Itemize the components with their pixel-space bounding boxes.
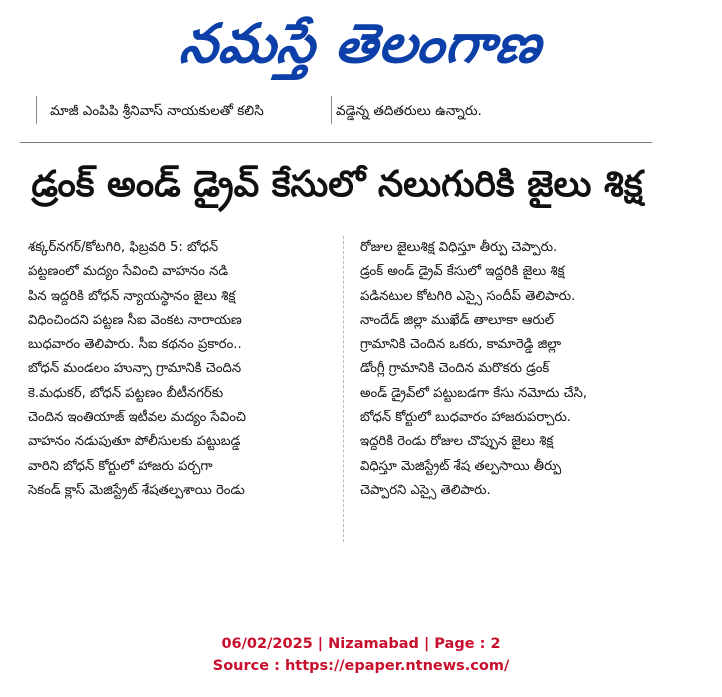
article-line: శక్కర్‌నగర్/కోటగిరి, ఫిబ్రవరి 5: బోధన్ bbox=[28, 240, 219, 255]
article-line: సెకండ్ క్లాస్ మెజిస్ట్రేట్ శేషతల్పశాయి రెండు bbox=[28, 482, 245, 498]
masthead bbox=[0, 4, 722, 84]
article-line: డోంగ్లీ గ్రామానికి చెందిన మరొకరు డ్రంక్ bbox=[360, 361, 550, 377]
headline-rule bbox=[20, 142, 652, 143]
article-line: నాందేడ్ జిల్లా ముఖేడ్ తాలూకా ఆరుల్ bbox=[360, 312, 555, 328]
strip-right-text: వడ్డెన్న తదితరులు ఉన్నారు. bbox=[336, 103, 482, 119]
article-line: బుధవారం తెలిపారు. సీఐ కథనం ప్రకారం.. bbox=[28, 337, 242, 353]
article-line: అండ్ డ్రైవ్‌లో పట్టుబడగా కేసు నమోదు చేసి, bbox=[360, 385, 588, 401]
footer-source-link[interactable]: Source : https://epaper.ntnews.com/ bbox=[212, 658, 510, 674]
strip-divider-middle bbox=[331, 96, 332, 124]
article-line: ఇద్దరికి రెండు రోజుల చొప్పున జైలు శిక్ష bbox=[360, 434, 554, 450]
article-line: గ్రామానికి చెందిన ఒకరు, కామారెడ్డి జిల్లా bbox=[360, 337, 562, 353]
strip-left-text: మాజీ ఎంపిపి శ్రీనివాస్ నాయకులతో కలిసి bbox=[50, 103, 264, 119]
article-line: పిన ఇద్దరికి బోధన్ న్యాయస్థానం జైలు శిక్ష bbox=[28, 288, 236, 304]
article-line: పడినటుల కోటగిరి ఎస్సై సందీప్ తెలిపారు. bbox=[360, 288, 576, 304]
article-line: రోజుల జైలుశిక్ష విధిస్తూ తీర్పు చెప్పారు. bbox=[360, 240, 558, 255]
article-right-column bbox=[360, 236, 658, 503]
previous-article-strip bbox=[50, 99, 650, 123]
article-line: పట్టణంలో మద్యం సేవించి వాహనం నడి bbox=[28, 264, 229, 280]
article-line: విధించిందని పట్టణ సీఐ వెంకట నారాయణ bbox=[28, 312, 242, 328]
article-line: డ్రంక్ అండ్ డ్రైవ్ కేసులో ఇద్దరికి జైలు శిక్ష bbox=[360, 264, 565, 280]
newspaper-logo-title: నమస్తే తెలంగాణ bbox=[176, 12, 546, 75]
article-line: కె.మధుకర్, బోధన్ పట్టణం బీటీనగర్‌కు bbox=[28, 385, 224, 401]
article-line: చెందిన ఇంతియాజ్ ఇటీవల మద్యం సేవించి bbox=[28, 410, 246, 426]
footer-edition-info: 06/02/2025 | Nizamabad | Page : 2 bbox=[221, 636, 501, 652]
strip-divider-left bbox=[36, 96, 37, 124]
article-line: బోధన్ మండలం హున్సా గ్రామానికి చెందిన bbox=[28, 361, 242, 377]
column-divider bbox=[343, 236, 344, 542]
article-line: చెప్పారని ఎస్సై తెలిపారు. bbox=[360, 482, 491, 498]
article-line: వాహనం నడుపుతూ పోలీసులకు పట్టుబడ్డ bbox=[28, 434, 241, 450]
article-line: వారిని బోధన్ కోర్టులో హాజరు పర్చగా bbox=[28, 458, 213, 474]
article-left-column bbox=[28, 236, 326, 503]
article-line: బోధన్ కోర్టులో బుధవారం హాజరుపర్చారు. bbox=[360, 410, 571, 426]
article-headline: డ్రంక్ అండ్ డ్రైవ్ కేసులో నలుగురికి జైలు శిక్ష bbox=[31, 164, 643, 205]
article-line: విధిస్తూ మెజిస్ట్రేట్ శేష తల్పసాయి తీర్పు bbox=[360, 458, 562, 474]
